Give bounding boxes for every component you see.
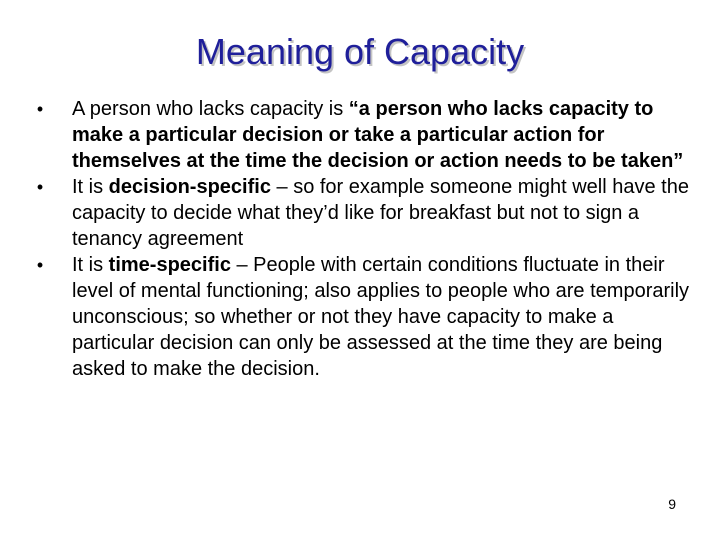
bullet-emphasis-text: time-specific	[108, 254, 231, 276]
bullet-rest-text: – People with certain conditions fluctuate in their level of mental functioning; also applies to people who are temporarily unconscious; so whether or not they have capacity to make a particular decision can only be assessed at the time they are being asked to make the decision.	[72, 254, 690, 380]
bullet-item-1	[30, 96, 690, 174]
bullet-list	[30, 96, 690, 382]
bullet-dot: •	[36, 177, 44, 197]
bullet-rest-text: – so for example someone might well have the capacity to decide what they’d like for breakfast but not to sign a tenancy agreement	[72, 176, 689, 250]
bullet-lead-text: A person who lacks capacity is	[72, 98, 349, 120]
page-number: 9	[668, 496, 676, 512]
bullet-dot: •	[36, 99, 44, 119]
bullet-item-2	[30, 174, 690, 252]
slide-title: Meaning of Capacity	[195, 31, 525, 72]
bullet-emphasis-text: decision-specific	[108, 176, 271, 198]
bullet-item-3	[30, 252, 690, 382]
bullet-dot: •	[36, 255, 44, 275]
bullet-emphasis-text: “a person who lacks capacity to make a particular decision or take a particular action for themselves at the time the decision or action needs to be taken”	[72, 98, 684, 172]
bullet-lead-text: It is	[72, 176, 109, 198]
bullet-lead-text: It is	[72, 254, 109, 276]
